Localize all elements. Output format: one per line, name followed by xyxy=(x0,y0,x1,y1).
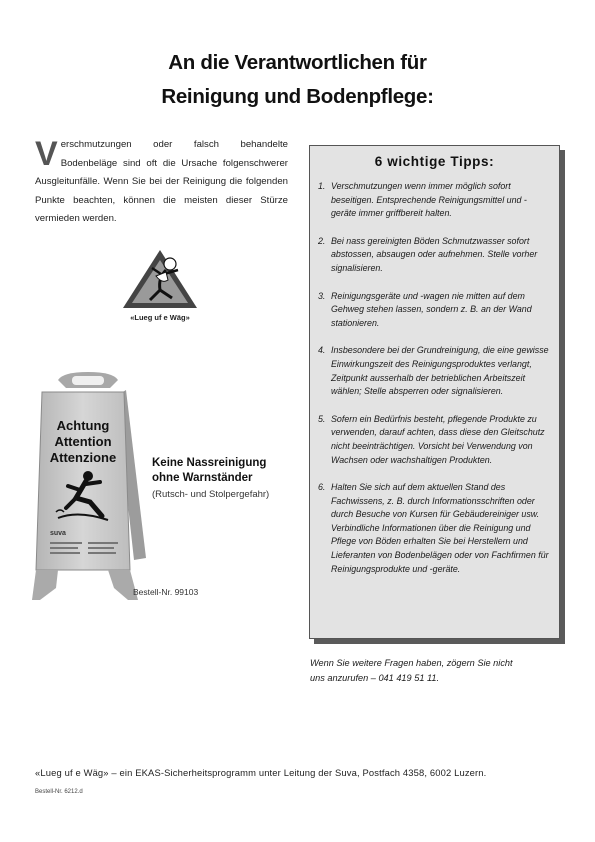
sign-title-line-1: Keine Nassreinigung xyxy=(152,457,267,469)
tip-number: 2. xyxy=(318,235,326,246)
tip-item xyxy=(318,481,552,576)
sign-order-number: Bestell-Nr. 99103 xyxy=(133,587,199,597)
tip-text: Sofern ein Bedürfnis besteht, pflegende Produkte zu verwenden, darauf achten, dass diese den Gleitschutz nicht beeinträchtigen. Vorsicht bei Verwendung von Wachsen oder wachshaltigen Produkten. xyxy=(331,413,545,465)
footer-text: «Lueg uf e Wäg» – ein EKAS-Sicherheitsprogramm unter Leitung der Suva, Postfach 4358, 6002 Luzern. xyxy=(35,767,487,778)
tip-text: Reinigungsgeräte und -wagen nie mitten auf dem Gehweg stehen lassen, sondern z. B. an der Wand stationieren. xyxy=(331,290,532,328)
contact-note xyxy=(310,656,565,685)
title-line-1: An die Verantwortlichen für xyxy=(168,51,427,74)
svg-text:suva: suva xyxy=(50,530,66,537)
tip-number: 3. xyxy=(318,290,326,301)
tip-text: Halten Sie sich auf dem aktuellen Stand des Fachwissens, z. B. durch Informationsschriften oder durch Besuche von Kursen für Gebäudereiniger usw. Verbindliche Informationen über die Reinigung und Pflege von Böden erhalten Sie bei Herstellern und Lieferanten von Bodenbelägen oder von Fachfirmen für Reinigungsprodukte und -geräte. xyxy=(331,482,549,574)
intro-text: erschmutzungen oder falsch behandelte Bodenbeläge sind oft die Ursache folgenschwerer Ausgleitunfälle. Wenn Sie bei der Reinigung die folgenden Punkte beachten, können die meisten dieser Stürze vermieden werden. xyxy=(35,139,288,225)
campaign-caption: «Lueg uf e Wäg» xyxy=(130,313,190,322)
tip-number: 4. xyxy=(318,345,326,356)
tip-text: Insbesondere bei der Grundreinigung, die eine gewisse Einwirkungszeit des Reinigungsproduktes verlangt, Zeitpunkt ausserhalb der betrieblichen Arbeitszeit wählen; Stelle absperren oder signalisieren. xyxy=(331,345,549,397)
sign-title-line-2: ohne Warnständer xyxy=(152,472,253,484)
tips-heading: 6 wichtige Tipps: xyxy=(374,154,495,169)
tip-item xyxy=(318,235,552,276)
svg-text:Attenzione: Attenzione xyxy=(49,450,117,465)
tip-text: Verschmutzungen wenn immer möglich sofort beseitigen. Entsprechende Reinigungsmittel und -geräte immer griffbereit halten. xyxy=(331,181,527,219)
tip-item xyxy=(318,180,552,221)
tip-number: 1. xyxy=(318,181,326,191)
tip-number: 6. xyxy=(318,482,326,493)
svg-text:Attention: Attention xyxy=(54,434,112,449)
page-title xyxy=(0,46,595,114)
contact-line-2: uns anzurufen – 041 419 51 11. xyxy=(310,672,440,683)
footer-order-number: Bestell-Nr. 6212.d xyxy=(35,789,83,795)
intro-paragraph xyxy=(35,136,288,229)
sign-title xyxy=(152,456,302,486)
tips-list xyxy=(318,180,552,590)
wet-floor-sign-icon xyxy=(28,370,153,605)
tip-text: Bei nass gereinigten Böden Schmutzwasser sofort abstossen, absaugen oder aufnehmen. Stelle vorher signalisieren. xyxy=(331,235,538,273)
tip-number: 5. xyxy=(318,413,326,424)
drop-cap: V xyxy=(35,135,58,173)
tip-item xyxy=(318,290,552,331)
tips-box xyxy=(309,145,560,639)
svg-text:Achtung: Achtung xyxy=(56,418,110,433)
tip-item xyxy=(318,344,552,398)
sign-subtitle: (Rutsch- und Stolpergefahr) xyxy=(152,489,270,500)
tip-item xyxy=(318,413,552,467)
contact-line-1: Wenn Sie weitere Fragen haben, zögern Sie nicht xyxy=(310,658,513,668)
title-line-2: Reinigung und Bodenpflege: xyxy=(161,85,434,108)
